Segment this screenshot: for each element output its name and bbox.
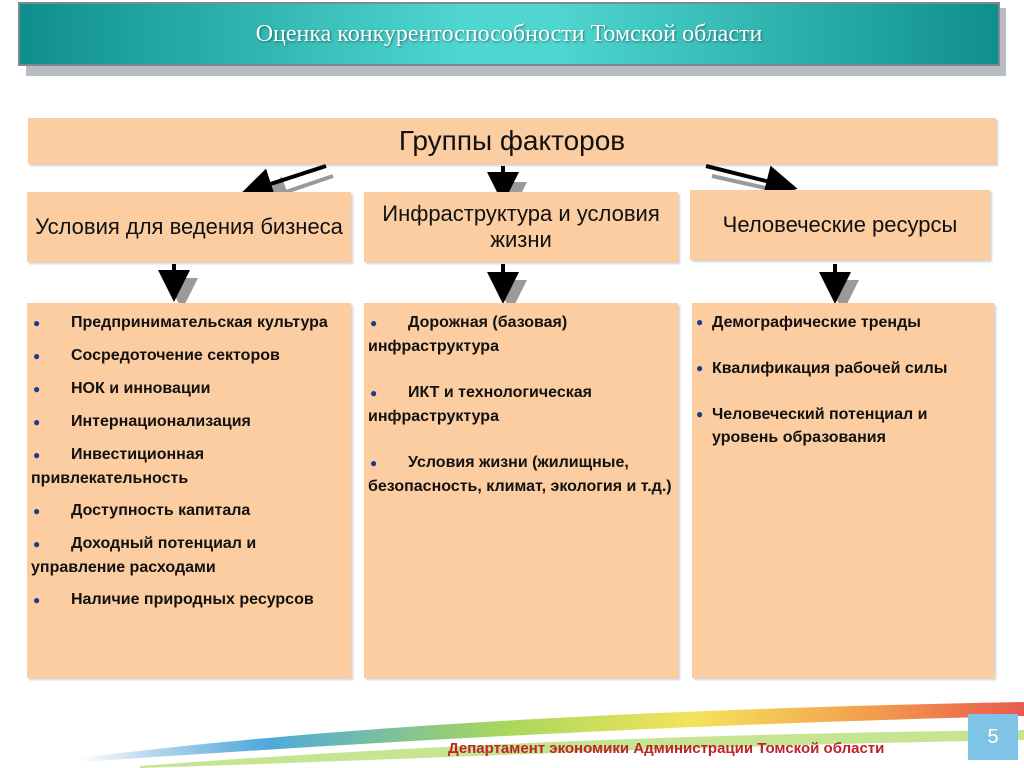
list-item: ● Интернационализация [31,410,345,434]
list-item: ● Условия жизни (жилищные, безопасность, климат, экология и т.д.) [368,454,672,495]
list-item: ● Доходный потенциал и управление расходами [31,535,257,576]
category-human-resources [690,190,990,260]
bullet-icon: ● [33,382,41,396]
list-item: ● Доступность капитала [31,499,345,523]
bullet-icon: ● [370,386,378,400]
category-label: Инфраструктура и условия жизни [382,201,660,252]
list-item: ● Квалификация рабочей силы [696,357,988,380]
list-item: ● Предпринимательская культура [31,311,345,335]
bullet-icon: ● [370,316,378,330]
groups-heading: Группы факторов [398,125,626,156]
list-item: ● Дорожная (базовая) инфраструктура [368,314,568,355]
bullet-icon: ● [696,315,704,329]
list-item: ● ИКТ и технологическая инфраструктура [368,384,592,425]
bullet-icon: ● [33,537,41,551]
list-item: ● Сосредоточение секторов [31,344,345,368]
category-label: Человеческие ресурсы [722,212,958,237]
factor-list-human [692,303,994,678]
arrow-left-black [252,166,326,190]
bullet-icon: ● [33,349,41,363]
bullet-icon: ● [33,316,41,330]
category-business-conditions [27,192,351,262]
page-number-badge: 5 [968,714,1018,760]
list-item: ● Человеческий потенциал и уровень образования [696,403,988,449]
category-label: Условия для ведения бизнеса [35,214,343,239]
category-infrastructure [364,192,678,262]
bullet-icon: ● [33,593,41,607]
bullet-icon: ● [696,407,704,421]
bullet-icon: ● [370,456,378,470]
list-item: ● НОК и инновации [31,377,345,401]
bullet-icon: ● [33,504,41,518]
slide-title: Оценка конкурентоспособности Томской области [255,20,763,47]
bullet-icon: ● [696,361,704,375]
list-item: ● Наличие природных ресурсов [31,588,345,612]
list-item: ● Демографические тренды [696,311,988,334]
factor-list-infrastructure [364,303,678,678]
bullet-icon: ● [33,448,41,462]
bullet-icon: ● [33,415,41,429]
factor-list-business [27,303,351,678]
list-item: ● Инвестиционная привлекательность [31,446,205,487]
footer-department: Департамент экономики Администрации Томской области [448,740,885,757]
